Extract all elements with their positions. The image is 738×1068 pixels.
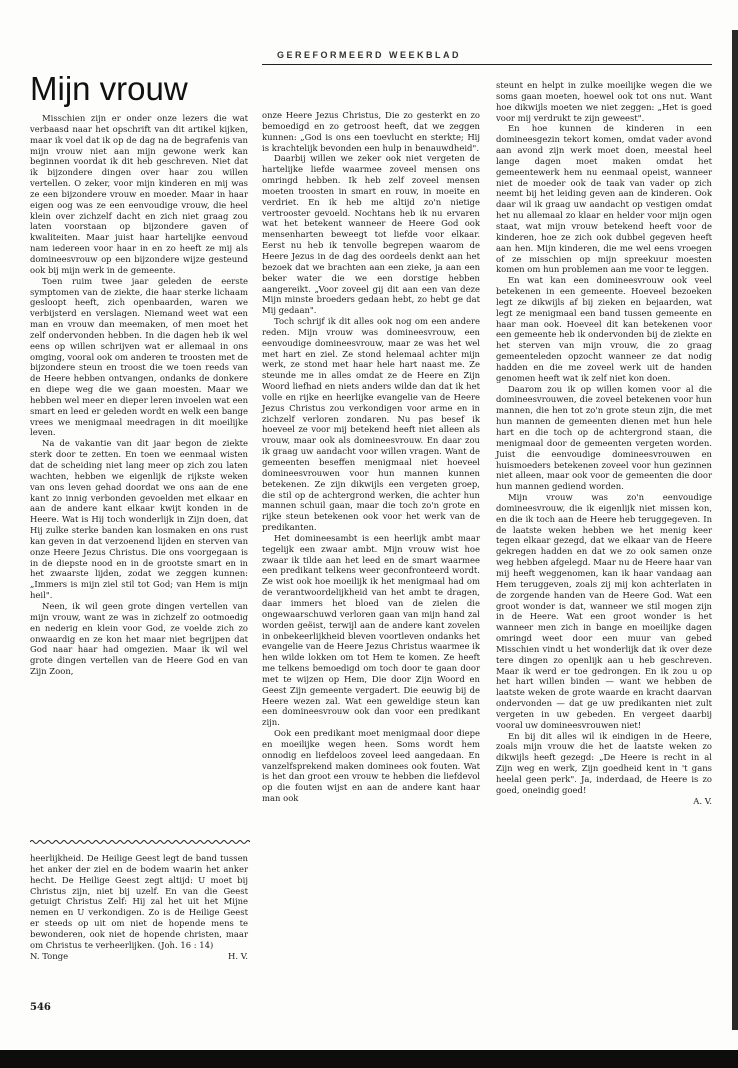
paragraph: Daarbij willen we zeker ook niet vergeten de hartelijke liefde waarmee zoveel mensen ons omringd hebben. Ik heb zelf zoveel mensen moeten troosten in smart en rouw, in moeite en verdriet. En ik heb me altijd zo'n nietige vertrooster gevoeld. Nochtans heb ik nu ervaren wat het betekent wanneer de Heere God ook mensenharten beweegt tot liefde voor elkaar. Eerst nu heb ik tenvolle begrepen waarom de Heere Jezus in de dag des oordeels denkt aan het bezoek dat we brachten aan een zieke, ja aan een beker water die we een dorstige hebben aangereikt. „Voor zoveel gij dit aan een van deze Mijn minste broeders gedaan hebt, zo hebt ge dat Mij gedaan". [262, 153, 480, 316]
column-3 [496, 80, 712, 807]
scan-bottom-band [0, 1050, 738, 1068]
column-1-continuation [30, 853, 248, 961]
section-divider [30, 839, 250, 845]
paragraph: Misschien zijn er onder onze lezers die wat verbaasd naar het opschrift van dit artikel kijken, maar ik voel dat ik op de dag na de begrafenis van mijn vrouw niet aan mijn gewone werk kan beginnen voordat ik dit heb geschreven. Niet dat ik bijzondere dingen over haar zou willen vertellen. O zeker, voor mijn kinderen en mij was ze een bijzondere vrouw en moeder. Maar in haar eigen oog was ze een eenvoudige vrouw, die heel klein over zichzelf dacht en zich niet graag zou laten voorstaan op bijzondere gaven of kwaliteiten. Maar juist haar hartelijke eenvoud nam iedereen voor haar in en zo heeft ze mij als domineesvrouw op een bijzondere wijze gesteund ook bij mijn werk in de gemeente. [30, 113, 248, 275]
paragraph: En hoe kunnen de kinderen in een domineesgezin tekort komen, omdat vader avond aan avond zijn werk moet doen, meestal heel lange dagen moet maken omdat het gemeentewerk hem nu eenmaal opeist, wanneer niet de moeder ook de taak van vader op zich neemt bij het leiding geven aan de kinderen. Ook daar wil ik graag uw aandacht op vestigen omdat het nu allemaal zo klaar en helder voor mijn ogen staat, wat mijn vrouw betekend heeft voor de kinderen, hoe ze zich ook dubbel gegeven heeft aan hen. Mijn kinderen, die me wel eens vroegen of ze misschien op mijn spreekuur moesten komen om hun problemen aan me voor te leggen. [496, 123, 712, 275]
paragraph: Het domineesambt is een heerlijk ambt maar tegelijk een zwaar ambt. Mijn vrouw wist hoe zwaar ik tilde aan het leed en de smart waarmee een predikant telkens weer geconfronteerd wordt. Ze wist ook hoe moeilijk ik het menigmaal had om de verantwoordelijkheid van het ambt te dragen, daar immers het bloed van de zielen die ongewaarschuwd verloren gaan van mijn hand zal worden geëist, terwijl aan de andere kant zovelen in onbekeerlijkheid bleven voortleven ondanks het evangelie van de Heere Jezus Christus waarmee ik hen wilde lokken om tot Hem te komen. Ze heeft me telkens bemoedigd om toch door te gaan door met te wijzen op Hem, Die door Zijn Woord en Geest Zijn gemeente vergadert. Die eeuwig bij de Heere wezen zal. Wat een geweldige steun kan een domineesvrouw ook dan voor een predikant zijn. [262, 532, 480, 728]
masthead: GEREFORMEERD WEEKBLAD [276, 50, 461, 60]
column-1 [30, 113, 248, 677]
paragraph: Toch schrijf ik dit alles ook nog om een andere reden. Mijn vrouw was domineesvrouw, een eenvoudige domineesvrouw, maar ze was het wel met hart en ziel. Ze stond helemaal achter mijn werk, ze stond met haar hele hart naast me. Ze steunde me in alles omdat ze de Heere en Zijn Woord liefhad en niets anders wilde dan dat ik het volle en rijke en heerlijke evangelie van de Heere Jezus Christus zou verkondigen voor arme en in zichzelf verloren zondaren. Nu pas besef ik hoeveel ze voor mij betekend heeft niet alleen als vrouw, maar ook als domineesvrouw. En daar zou ik graag uw aandacht voor willen vragen. Want de gemeenten beseffen menigmaal niet hoeveel domineesvrouwen voor hun mannen kunnen betekenen. Ze zijn dikwijls een vergeten groep, die stil op de achtergrond werken, die achter hun mannen schuil gaan, maar die toch zo'n grote en rijke steun betekenen ook voor het werk van de predikanten. [262, 316, 480, 533]
column-2 [262, 110, 480, 804]
closing-signature: A. V. [693, 795, 712, 806]
author-right: H. V. [227, 950, 248, 961]
author-left: N. Tonge [30, 950, 69, 961]
page-edge [732, 30, 738, 1030]
paragraph: Na de vakantie van dit jaar begon de ziekte sterk door te zetten. En toen we eenmaal wisten dat de scheiding niet lang meer op zich zou laten wachten, hebben we eigenlijk de rijkste weken van ons leven gehad doordat we ons aan de ene kant zo innig verbonden gevoelden met elkaar en aan de andere kant elkaar kwijt konden in de Heere. Wat is Hij toch wonderlijk in Zijn doen, dat Hij zulke sterke banden kan losmaken en ons rust kan geven in dat verzoenend lijden en sterven van onze Heere Jezus Christus. Die ons voorgegaan is in de diepste nood en in de grootste smart en in het zwaarste lijden, zodat we zeggen kunnen: „Immers is mijn ziel stil tot God; van Hem is mijn heil". [30, 438, 248, 601]
paragraph: steunt en helpt in zulke moeilijke wegen die we soms gaan moeten, hoewel ook tot ons nut. Want hoe dikwijls moeten we niet zeggen: „Het is goed voor mij verdrukt te zijn geweest". [496, 80, 712, 123]
signature-line [30, 951, 248, 962]
paragraph: Ook een predikant moet menigmaal door diepe en moeilijke wegen heen. Soms wordt hem onnodig en liefdeloos zoveel leed aangedaan. En vanzelfsprekend maken dominees ook fouten. Wat is het dan groot een vrouw te hebben die liefdevol op die fouten wijst en aan de andere kant haar man ook [262, 728, 480, 804]
paragraph: heerlijkheid. De Heilige Geest legt de band tussen het anker der ziel en de bodem waarin het anker hecht. De Heilige Geest zegt altijd: U moet bij Christus zijn, niet bij uzelf. En van die Geest getuigt Christus Zelf: Hij zal het uit het Mijne nemen en U verkondigen. Zo is de Heilige Geest er steeds op uit om niet de hopende mens te bewonderen, ook niet de hopende christen, maar om Christus te verheerlijken. (Joh. 16 : 14) [30, 853, 248, 950]
paragraph: En bij dit alles wil ik eindigen in de Heere, zoals mijn vrouw die het de laatste weken zo dikwijls heeft gezegd: „De Heere is recht in al Zijn weg en werk, Zijn goedheid kent in 't gans heelal geen perk". Ja, inderdaad, de Heere is zo goed, oneindig goed! [496, 730, 712, 795]
paragraph: Daarom zou ik op willen komen voor al die domineesvrouwen, die zoveel betekenen voor hun mannen, die hen tot zo'n grote steun zijn, die met hun mannen de gemeenten dienen met hun hele hart en die toch op de achtergrond staan, die menigmaal door de gemeenten vergeten worden. Juist die eenvoudige domineesvrouwen en huismoeders betekenen zoveel voor hun gezinnen niet alleen, maar ook voor de gemeenten die door hun mannen gediend worden. [496, 383, 712, 492]
page-number: 546 [30, 1002, 51, 1013]
header-rule [262, 64, 712, 65]
paragraph: onze Heere Jezus Christus, Die zo gesterkt en zo bemoedigd en zo getroost heeft, dat we zeggen kunnen: „God is ons een toevlucht en sterkte; Hij is krachtelijk bevonden een hulp in benauwdheid". [262, 110, 480, 153]
paragraph: Toen ruim twee jaar geleden de eerste symptomen van de ziekte, die haar sterke lichaam gesloopt heeft, zich openbaarden, waren we verbijsterd en verslagen. Niemand weet wat een man en vrouw dan meemaken, of men moet het zelf ondervonden hebben. In die dagen heb ik wel eens op willen schrijven wat er allemaal in ons omging, vooral ook om anderen te troosten met de bijzondere steun en troost die we toen reeds van de Heere hebben ontvangen, ondanks de donkere en diepe weg die we gaan moesten. Maar we hebben wel meer en dieper leren invoelen wat een smart en leed er geleden wordt en welk een bange vrees we menigmaal meedragen in dit moeilijke leven. [30, 275, 248, 438]
paragraph: Mijn vrouw was zo'n eenvoudige domineesvrouw, die ik eigenlijk niet missen kon, en die ik toch aan de Heere heb teruggegeven. In de laatste weken hebben we het menig keer tegen elkaar gezegd, dat we elkaar van de Heere gekregen hadden en dat we zo ook samen onze weg hebben afgelegd. Maar nu de Heere haar van mij heeft weggenomen, kan ik haar vandaag aan Hem teruggeven, zoals zij mij kon achterlaten in de zorgende handen van de Heere God. Wat een groot wonder is dat, wanneer we stil mogen zijn in de Heere. Wat een groot wonder is het wanneer men zich in bange en moeilijke dagen omringd weet door een muur van gebed Misschien vindt u het wonderlijk dat ik over deze tere dingen zo openlijk aan u heb geschreven. Maar ik werd er toe gedrongen. En ik zou u op het hart willen binden — want we hebben de laatste weken de grote waarde en kracht daarvan ondervonden — dat ge uw predikanten niet zult vergeten in uw gebeden. En vergeet daarbij vooral uw domineesvrouwen niet! [496, 492, 712, 730]
paragraph: Neen, ik wil geen grote dingen vertellen van mijn vrouw, want ze was in zichzelf zo ootmoedig en nederig en klein voor God, ze voelde zich zo onwaardig en ze kon het maar niet begrijpen dat God naar haar had omgezien. Maar ik wil wel grote dingen vertellen van de Heere God en van Zijn Zoon, [30, 600, 248, 677]
paragraph: En wat kan een domineesvrouw ook veel betekenen in een gemeente. Hoeveel bezoeken legt ze dikwijls af bij zieken en bejaarden, wat legt ze menigmaal een band tussen gemeente en haar man ook. Hoeveel dit kan betekenen voor een gemeente heb ik ondervonden bij de ziekte en het sterven van mijn vrouw, die zo graag gemeenteleden opzocht wanneer ze dat nodig hadden en die me zoveel werk uit de handen genomen heeft wat ik zelf niet kon doen. [496, 275, 712, 383]
article-title: Mijn vrouw [30, 70, 188, 107]
